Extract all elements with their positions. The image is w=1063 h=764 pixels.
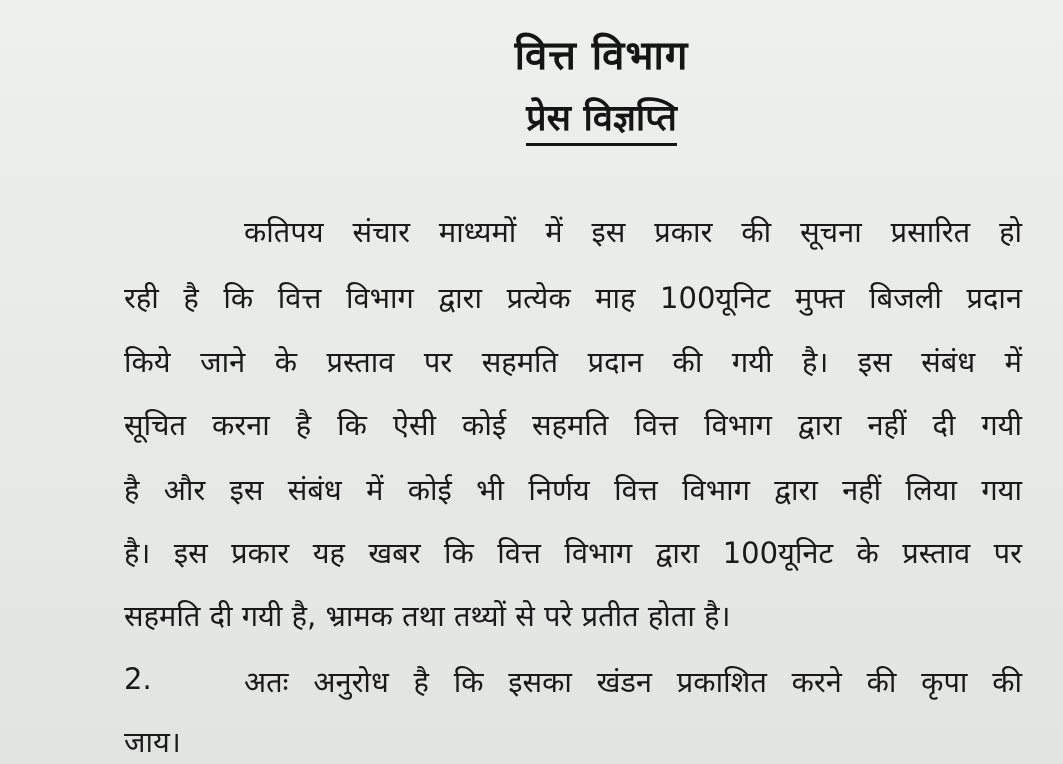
- paragraph-line: रही है कि वित्त विभाग द्वारा प्रत्येक माह 100यूनिट मुफ्त बिजली प्रदान: [124, 281, 1022, 315]
- press-release-title: प्रेस विज्ञप्ति: [526, 98, 677, 146]
- point-number: 2.: [124, 662, 152, 696]
- paragraph-line: किये जाने के प्रस्ताव पर सहमति प्रदान की गयी है। इस संबंध में: [124, 345, 1022, 379]
- paragraph-line: सहमति दी गयी है, भ्रामक तथा तथ्यों से परे प्रतीत होता है।: [124, 599, 731, 633]
- paragraph-line: अतः अनुरोध है कि इसका खंडन प्रकाशित करने की कृपा की: [244, 665, 1022, 699]
- press-release-heading: [70, 92, 1063, 141]
- paragraph-line: है और इस संबंध में कोई भी निर्णय वित्त विभाग द्वारा नहीं लिया गया: [124, 473, 1022, 507]
- paragraph-line: कतिपय संचार माध्यमों में इस प्रकार की सूचना प्रसारित हो: [244, 215, 1022, 249]
- paragraph-line: है। इस प्रकार यह खबर कि वित्त विभाग द्वारा 100यूनिट के प्रस्ताव पर: [124, 536, 1022, 570]
- department-title: वित्त विभाग: [514, 33, 689, 79]
- paragraph-line: जाय।: [124, 725, 181, 759]
- paragraph-line: सूचित करना है कि ऐसी कोई सहमति वित्त विभाग द्वारा नहीं दी गयी: [124, 408, 1022, 442]
